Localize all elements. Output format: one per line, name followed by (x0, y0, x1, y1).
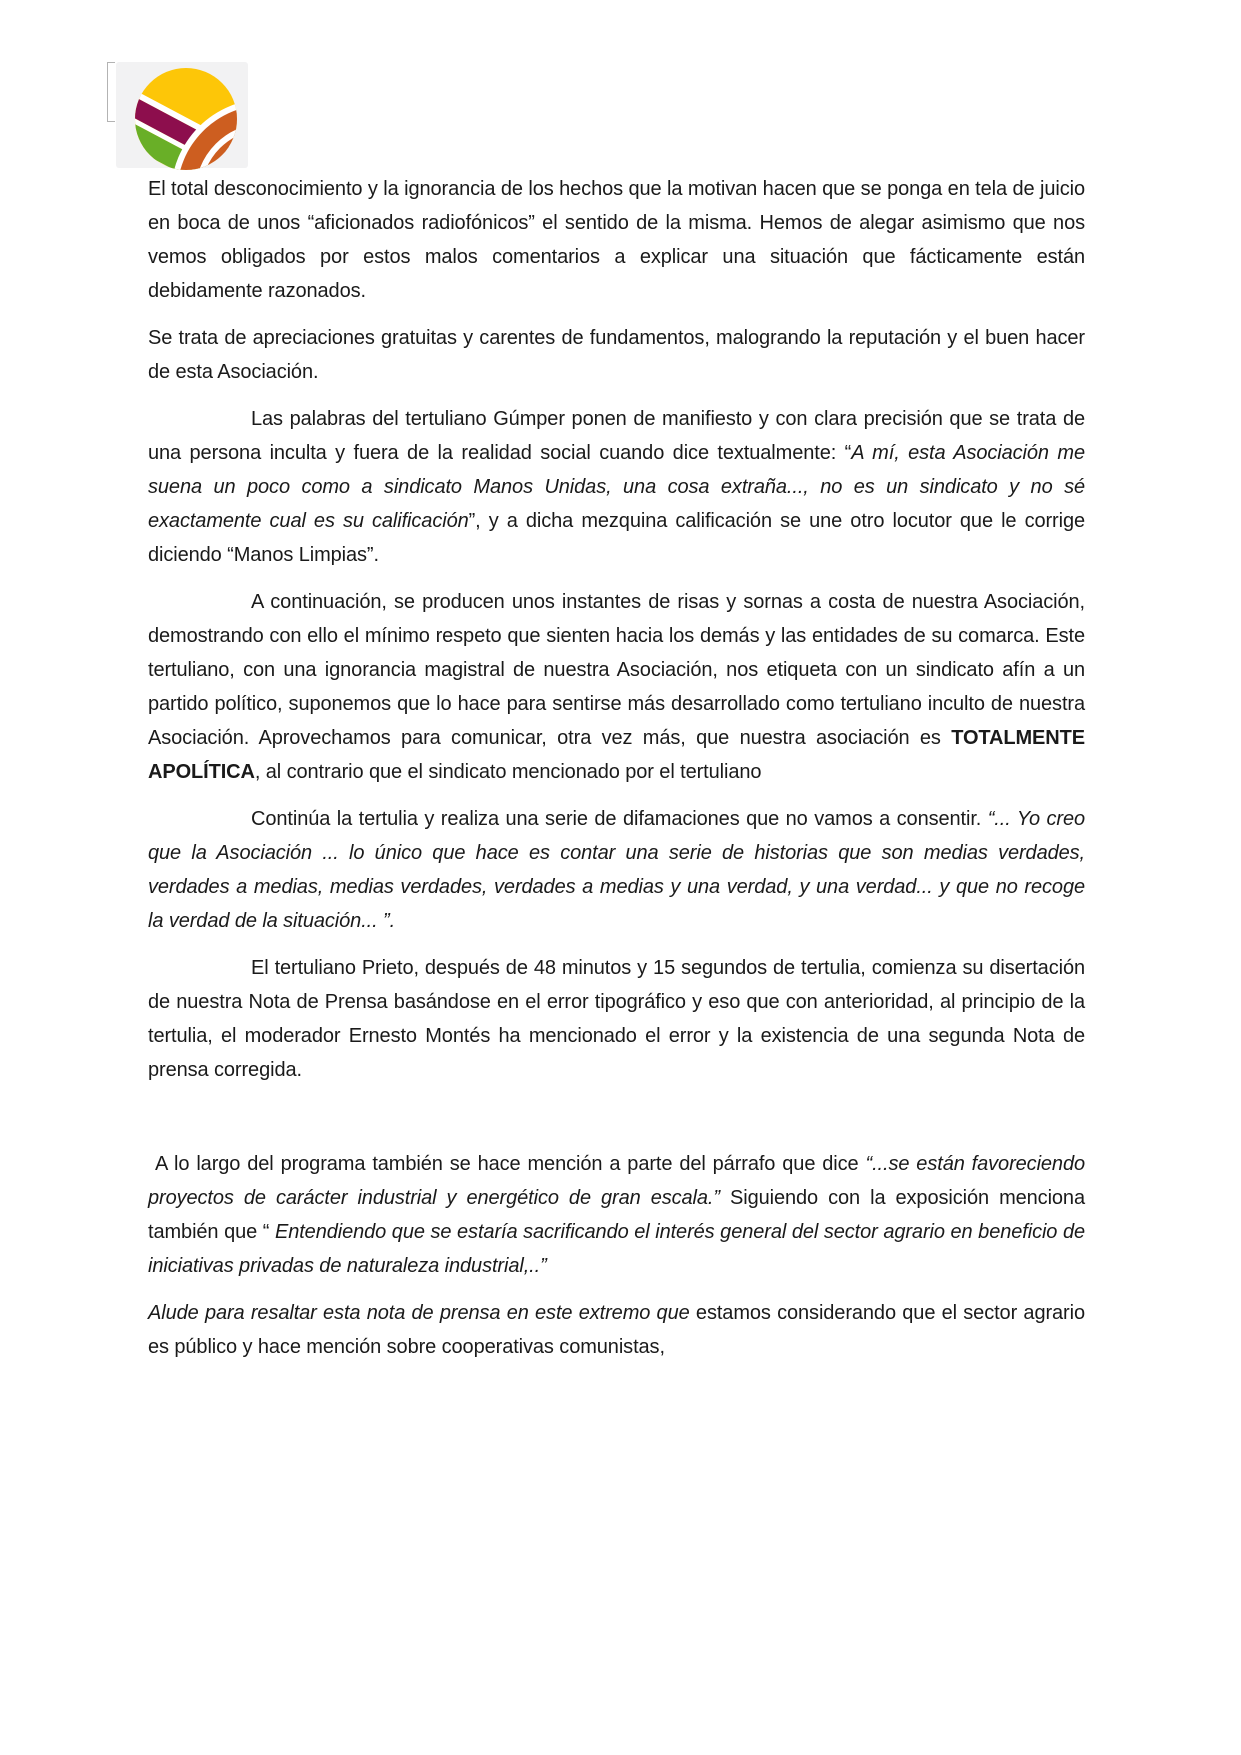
logo-placeholder (116, 62, 248, 168)
text-run: A mí, esta Asociación me suena un poco como a sindicato Manos Unidas, una cosa extraña..., no es un sindicato y no sé exactamente cual es su calificación (148, 442, 1085, 532)
paragraph (148, 1147, 1085, 1283)
text-run: A continuación, se producen unos instantes de risas y sornas a costa de nuestra Asociación, demostrando con ello el mínimo respeto que sienten hacia los demás y las entidades de su comarca. Este tertuliano, con una ignorancia magistral de nuestra Asociación, nos etiqueta con un sindicato afín a un partido político, suponemos que lo hace para sentirse más desarrollado como tertuliano inculto de nuestra Asociación. Aprovechamos para comunicar, otra vez más, que nuestra asociación es (148, 591, 1085, 749)
text-run: El total desconocimiento y la ignorancia de los hechos que la motivan hacen que se ponga en tela de juicio en boca de unos “aficionados radiofónicos” el sentido de la misma. Hemos de alegar asimismo que nos vemos obligados por estos malos comentarios a explicar una situación que fácticamente están debidamente razonados. (148, 178, 1085, 302)
text-run: Las palabras del tertuliano Gúmper ponen de manifiesto y con clara precisión que se trata de una persona inculta y fuera de la realidad social cuando dice textualmente: “ (148, 408, 1085, 464)
text-run: Siguiendo con la exposición menciona también que “ (148, 1187, 1085, 1243)
text-run: El tertuliano Prieto, después de 48 minutos y 15 segundos de tertulia, comienza su disertación de nuestra Nota de Prensa basándose en el error tipográfico y eso que con anterioridad, al principio de la tertulia, el moderador Ernesto Montés ha mencionado el error y la existencia de una segunda Nota de prensa corregida. (148, 957, 1085, 1081)
text-run: “... Yo creo que la Asociación ... lo único que hace es contar una serie de historias que son medias verdades, verdades a medias, medias verdades, verdades a medias y una verdad, y una verdad... y que no recoge la verdad de la situación... ”. (148, 808, 1085, 932)
text-run: Continúa la tertulia y realiza una serie de difamaciones que no vamos a consentir. (251, 808, 988, 830)
paragraph-spacer (148, 1100, 1085, 1134)
paragraph (148, 1296, 1085, 1364)
text-run: , al contrario que el sindicato mencionado por el tertuliano (254, 761, 762, 783)
association-field-logo-icon (135, 68, 237, 170)
text-run: A lo largo del programa también se hace mención a parte del párrafo que dice (148, 1153, 866, 1175)
paragraph (148, 402, 1085, 572)
paragraph (148, 172, 1085, 308)
text-run: ”, y a dicha mezquina calificación se une otro locutor que le corrige diciendo “Manos Limpias”. (148, 510, 1086, 566)
image-selection-handle (107, 62, 115, 122)
text-run: “...se están favoreciendo proyectos de carácter industrial y energético de gran escala.” (148, 1153, 1086, 1209)
text-run: Alude para resaltar esta nota de prensa en este extremo que (148, 1302, 696, 1324)
document-body (148, 172, 1085, 1377)
text-run: Se trata de apreciaciones gratuitas y carentes de fundamentos, malogrando la reputación y el buen hacer de esta Asociación. (148, 327, 1085, 383)
paragraph (148, 585, 1085, 789)
paragraph (148, 321, 1085, 389)
paragraph (148, 802, 1085, 938)
text-run: Entendiendo que se estaría sacrificando el interés general del sector agrario en beneficio de iniciativas privadas de naturaleza industrial,..” (148, 1221, 1085, 1277)
text-run: TOTALMENTE APOLÍTICA (148, 727, 1085, 783)
paragraph (148, 951, 1085, 1087)
text-run: estamos considerando que el sector agrario es público y hace mención sobre cooperativas comunistas, (148, 1302, 1085, 1358)
